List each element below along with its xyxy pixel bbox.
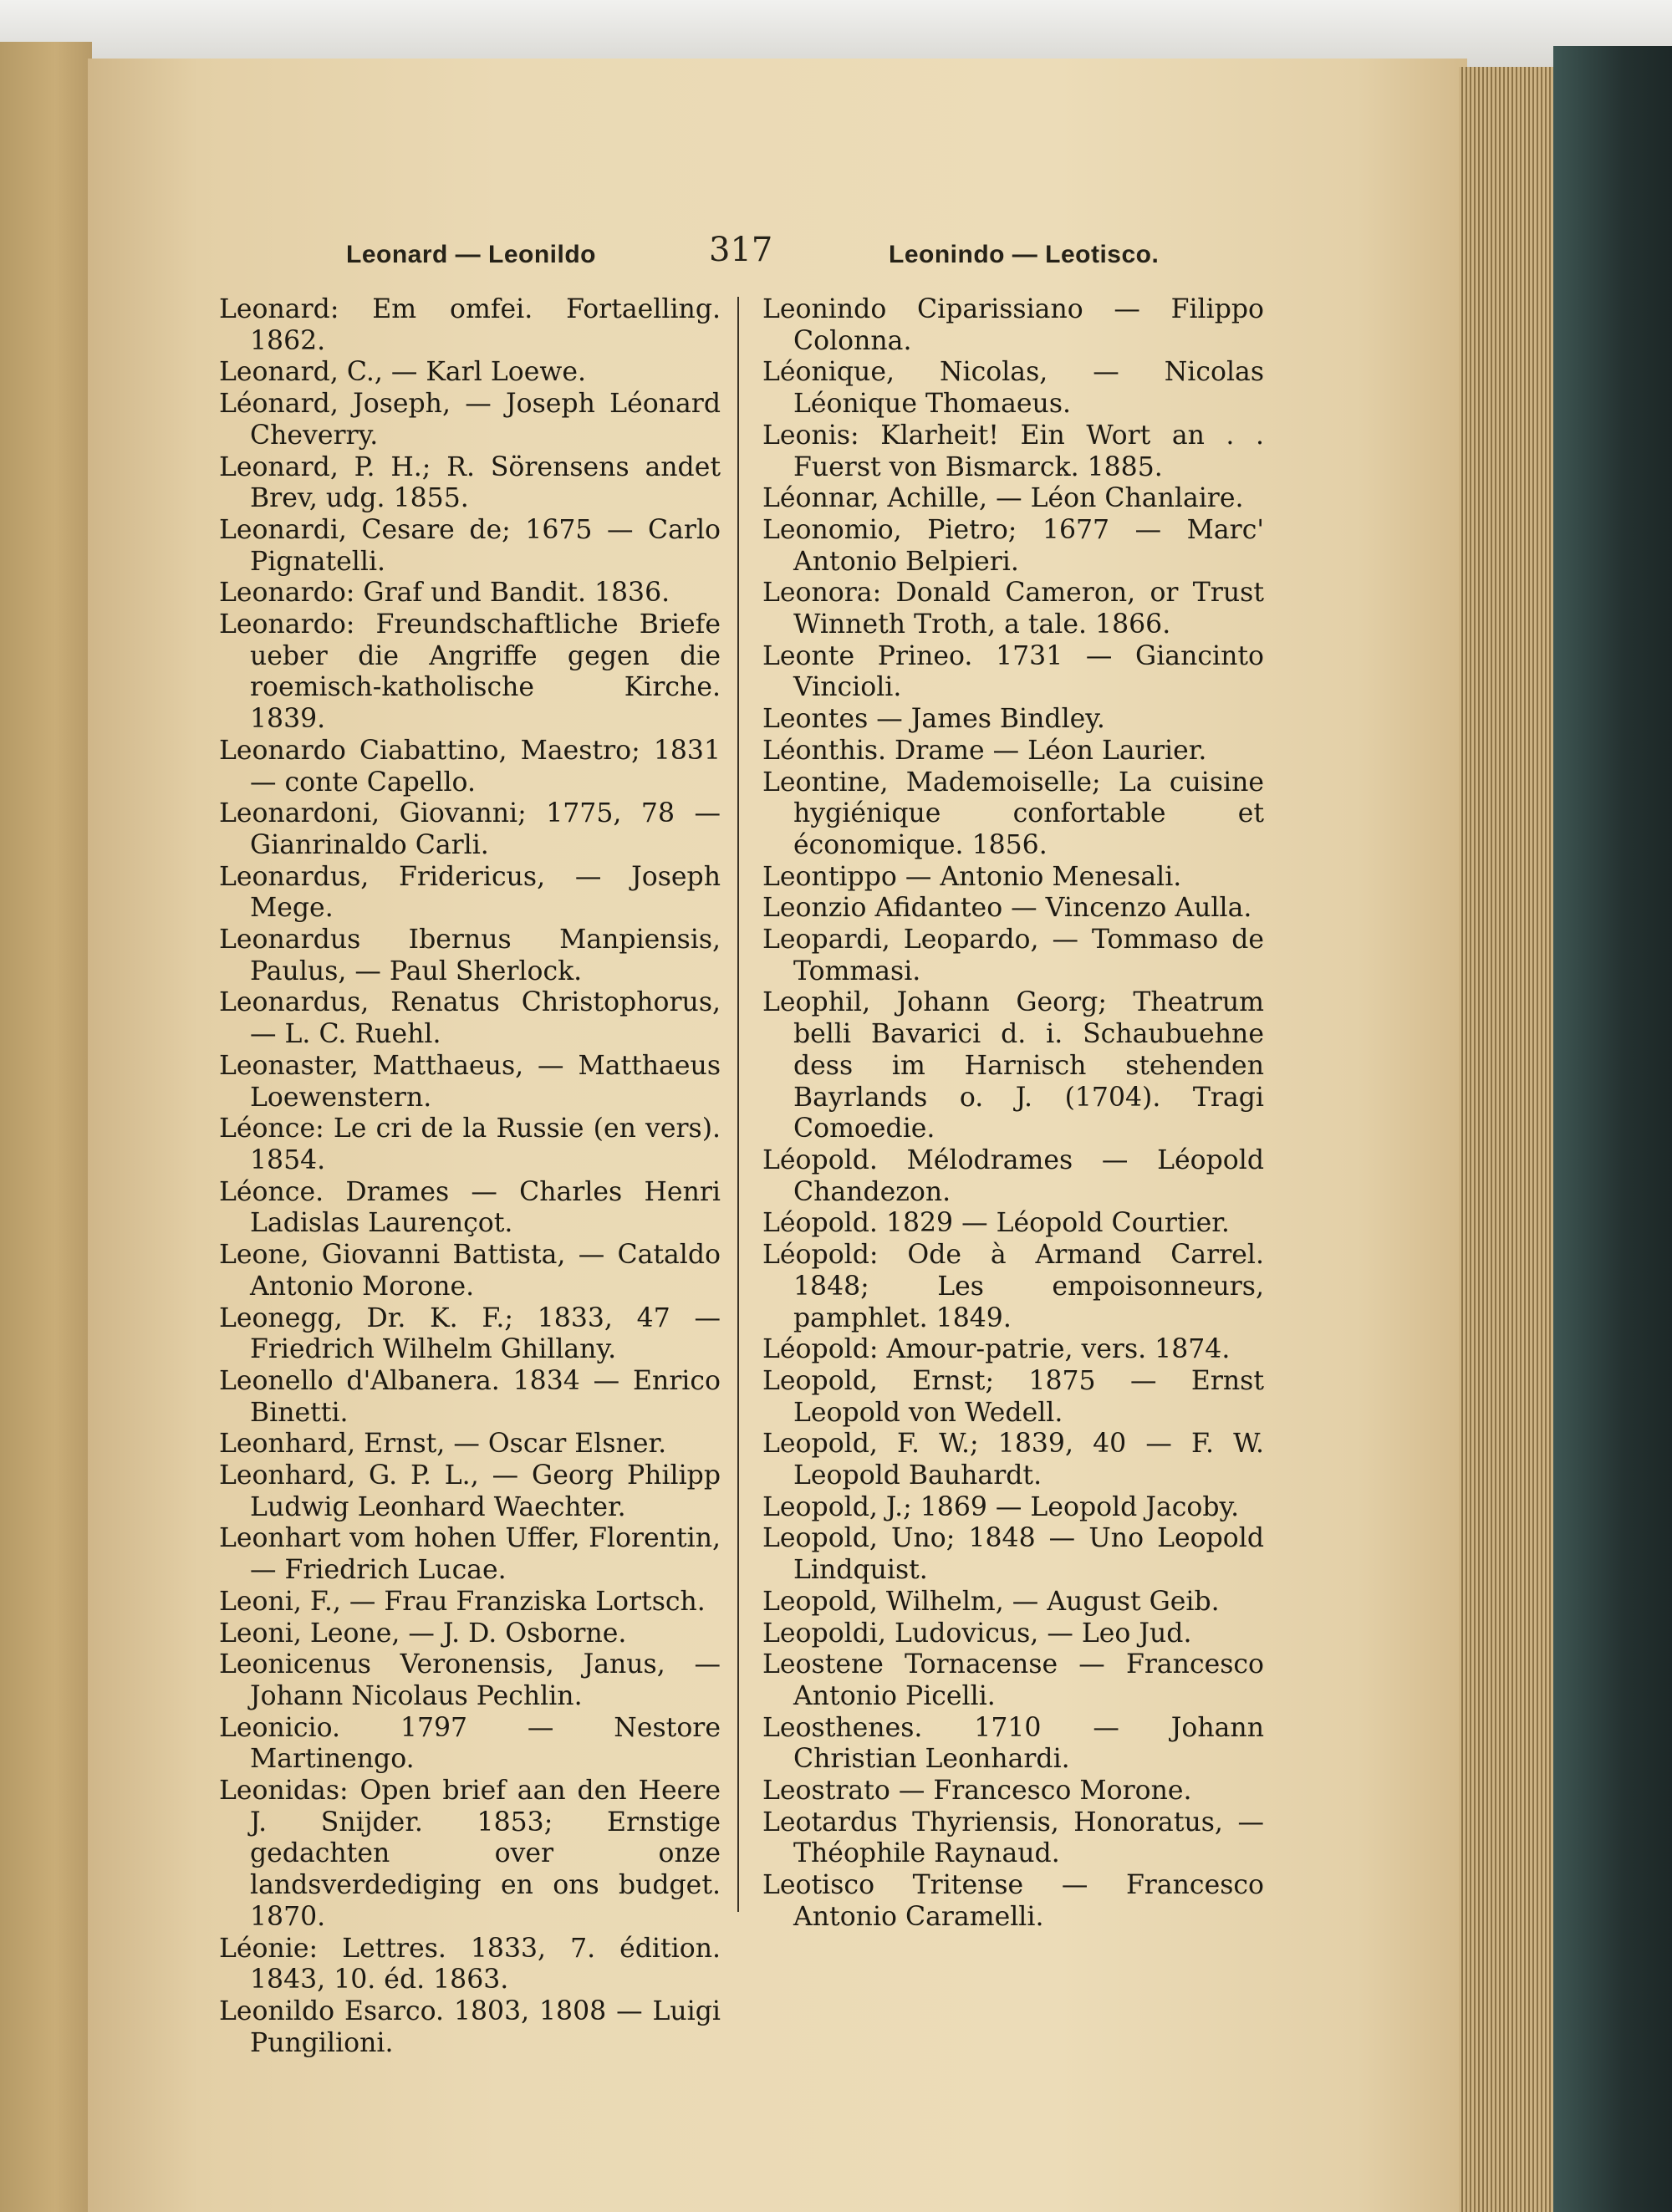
index-entry: Leonardoni, Giovanni; 1775, 78 — Gianrinaldo Carli. <box>219 798 721 860</box>
index-entry: Leopoldi, Ludovicus, — Leo Jud. <box>762 1618 1192 1649</box>
column-divider <box>737 297 739 1912</box>
index-entry: Leonard, C., — Karl Loewe. <box>219 357 586 388</box>
index-entry: Leonard: Em omfei. Fortaelling. 1862. <box>219 294 721 356</box>
index-entry: Leonhard, G. P. L., — Georg Philipp Ludwig Leonhard Waechter. <box>219 1460 721 1522</box>
index-entry: Leonello d'Albanera. 1834 — Enrico Binetti. <box>219 1365 721 1428</box>
index-entry: Leonardus, Fridericus, — Joseph Mege. <box>219 861 721 924</box>
index-entry: Leosthenes. 1710 — Johann Christian Leonhardi. <box>762 1712 1264 1775</box>
index-entry: Leopold, Uno; 1848 — Uno Leopold Lindquist. <box>762 1523 1264 1586</box>
index-entry: Leonidas: Open brief aan den Heere J. Snijder. 1853; Ernstige gedachten over onze landsverdediging en ons budget. 1870. <box>219 1776 721 1932</box>
index-entry: Leonindo Ciparissiano — Filippo Colonna. <box>762 294 1264 356</box>
index-entry: Leoni, Leone, — J. D. Osborne. <box>219 1618 627 1649</box>
index-entry: Leonard, P. H.; R. Sörensens andet Brev, udg. 1855. <box>219 451 721 514</box>
index-entry: Léopold. 1829 — Léopold Courtier. <box>762 1208 1230 1239</box>
index-entry: Leoni, F., — Frau Franziska Lortsch. <box>219 1586 706 1617</box>
index-entry: Leonardo Ciabattino, Maestro; 1831 — conte Capello. <box>219 735 721 798</box>
index-entry: Léonnar, Achille, — Léon Chanlaire. <box>762 483 1244 514</box>
index-entry: Leonardus, Renatus Christophorus, — L. C. Ruehl. <box>219 987 721 1050</box>
page-number: 317 <box>709 231 773 269</box>
index-entry: Leotardus Thyriensis, Honoratus, — Théophile Raynaud. <box>762 1807 1264 1869</box>
index-entry: Leonomio, Pietro; 1677 — Marc' Antonio Belpieri. <box>762 514 1264 577</box>
index-entry: Leontes — James Bindley. <box>762 704 1105 735</box>
index-entry: Leophil, Johann Georg; Theatrum belli Bavarici d. i. Schaubuehne dess im Harnisch stehenden Bayrlands o. J. (1704). Tragi Comoedie. <box>762 987 1264 1144</box>
scan-backdrop <box>0 0 1672 67</box>
index-entry: Leonicenus Veronensis, Janus, — Johann Nicolaus Pechlin. <box>219 1649 721 1711</box>
index-entry: Léonce. Drames — Charles Henri Ladislas Laurençot. <box>219 1176 721 1239</box>
index-entry: Léonthis. Drame — Léon Laurier. <box>762 735 1207 766</box>
index-entry: Leonegg, Dr. K. F.; 1833, 47 — Friedrich Wilhelm Ghillany. <box>219 1302 721 1365</box>
index-entry: Leopold, J.; 1869 — Leopold Jacoby. <box>762 1491 1240 1522</box>
right-column <box>762 294 1264 1934</box>
index-entry: Leonora: Donald Cameron, or Trust Winneth Troth, a tale. 1866. <box>762 578 1264 640</box>
facing-page-edge <box>0 42 92 2212</box>
index-entry: Leonardo: Freundschaftliche Briefe ueber die Angriffe gegen die roemisch-katholische Kirche. 1839. <box>219 609 721 735</box>
index-entry: Leone, Giovanni Battista, — Cataldo Antonio Morone. <box>219 1240 721 1302</box>
running-head-right: Leonindo — Leotisco. <box>889 241 1160 268</box>
index-entry: Leonildo Esarco. 1803, 1808 — Luigi Pungilioni. <box>219 1995 721 2058</box>
index-entry: Leonaster, Matthaeus, — Matthaeus Loewenstern. <box>219 1050 721 1113</box>
index-entry: Léopold: Amour-patrie, vers. 1874. <box>762 1334 1231 1365</box>
index-entry: Léonie: Lettres. 1833, 7. édition. 1843, 10. éd. 1863. <box>219 1933 721 1995</box>
book-cover <box>1553 46 1672 2212</box>
index-entry: Leonardo: Graf und Bandit. 1836. <box>219 578 670 609</box>
running-head-left: Leonard — Leonildo <box>346 241 596 268</box>
index-entry: Léonard, Joseph, — Joseph Léonard Cheverry. <box>219 389 721 451</box>
index-entry: Léonique, Nicolas, — Nicolas Léonique Thomaeus. <box>762 357 1264 420</box>
index-entry: Leonhard, Ernst, — Oscar Elsner. <box>219 1429 667 1460</box>
index-entry: Léopold: Ode à Armand Carrel. 1848; Les empoisonneurs, pamphlet. 1849. <box>762 1240 1264 1333</box>
index-entry: Leonardi, Cesare de; 1675 — Carlo Pignatelli. <box>219 514 721 577</box>
index-entry: Leonzio Afidanteo — Vincenzo Aulla. <box>762 893 1252 924</box>
page-block-edges <box>1459 67 1559 2212</box>
index-entry: Leotisco Tritense — Francesco Antonio Caramelli. <box>762 1870 1264 1932</box>
index-entry: Leontippo — Antonio Menesali. <box>762 861 1182 892</box>
index-entry: Leostrato — Francesco Morone. <box>762 1776 1192 1807</box>
index-entry: Leontine, Mademoiselle; La cuisine hygiénique confortable et économique. 1856. <box>762 767 1264 860</box>
index-entry: Leonardus Ibernus Manpiensis, Paulus, — Paul Sherlock. <box>219 925 721 986</box>
index-entry: Leopold, Ernst; 1875 — Ernst Leopold von Wedell. <box>762 1365 1264 1428</box>
index-entry: Leonte Prineo. 1731 — Giancinto Vincioli. <box>762 640 1264 703</box>
index-entry: Léonce: Le cri de la Russie (en vers). 1854. <box>219 1114 721 1175</box>
index-entry: Leopold, F. W.; 1839, 40 — F. W. Leopold Bauhardt. <box>762 1429 1264 1491</box>
index-entry: Leonhart vom hohen Uffer, Florentin, — Friedrich Lucae. <box>219 1523 721 1586</box>
left-column <box>219 294 721 2059</box>
index-entry: Leonis: Klarheit! Ein Wort an . . Fuerst von Bismarck. 1885. <box>762 420 1264 482</box>
index-entry: Leostene Tornacense — Francesco Antonio Picelli. <box>762 1649 1264 1711</box>
index-entry: Leopardi, Leopardo, — Tommaso de Tommasi. <box>762 925 1264 986</box>
index-entry: Leonicio. 1797 — Nestore Martinengo. <box>219 1712 721 1775</box>
index-entry: Leopold, Wilhelm, — August Geib. <box>762 1586 1220 1617</box>
index-entry: Léopold. Mélodrames — Léopold Chandezon. <box>762 1144 1264 1207</box>
